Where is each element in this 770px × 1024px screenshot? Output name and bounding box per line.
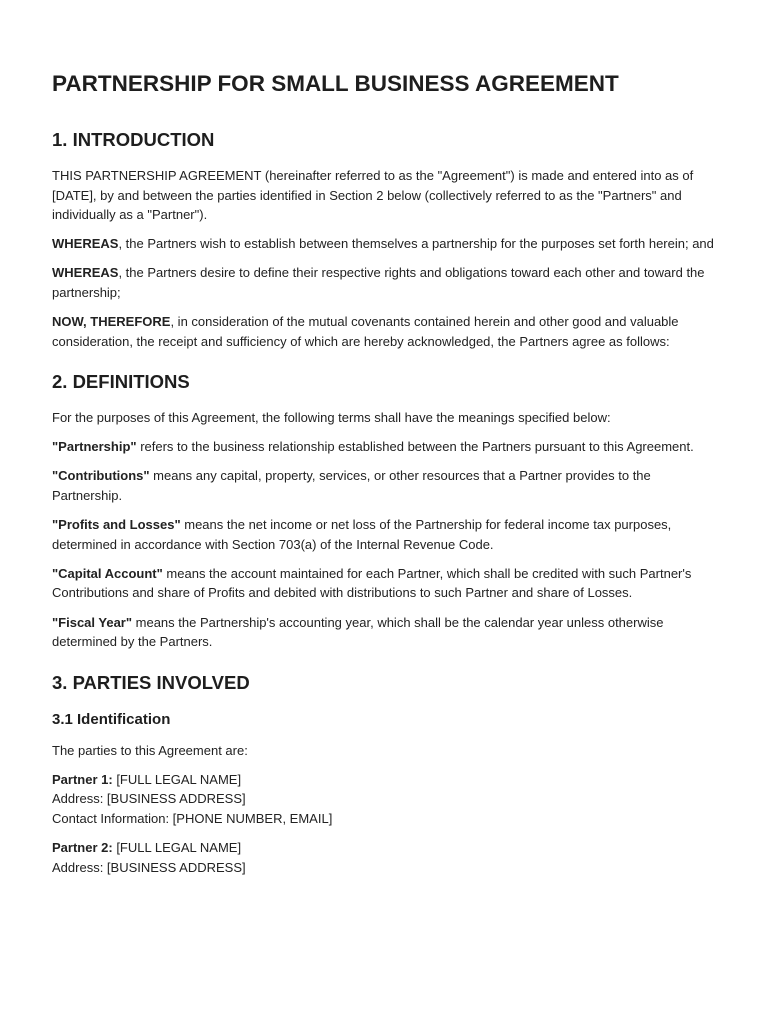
whereas-term: WHEREAS — [52, 236, 119, 252]
partner-2-address: Address: [BUSINESS ADDRESS] — [52, 859, 246, 875]
now-therefore-clause — [52, 312, 724, 351]
section-introduction — [52, 127, 724, 351]
section-parties — [52, 670, 724, 878]
partner-1-block — [52, 770, 724, 829]
partner-1-name-line — [52, 770, 724, 790]
partner-2-name: [FULL LEGAL NAME] — [112, 840, 242, 856]
partner-1-contact: Contact Information: [PHONE NUMBER, EMAIL] — [52, 810, 333, 826]
definition-item — [52, 564, 724, 603]
definition-term: "Partnership" — [52, 439, 137, 455]
definition-term: "Profits and Losses" — [52, 517, 181, 533]
definition-text: means the net income or net loss of the Partnership for federal income tax purposes, determined in accordance with Section 703(a) of the Internal Revenue Code. — [52, 517, 672, 552]
partner-1-address: Address: [BUSINESS ADDRESS] — [52, 791, 246, 807]
section-heading-definitions: 2. DEFINITIONS — [52, 371, 190, 393]
definition-item — [52, 466, 724, 505]
whereas-text: , the Partners wish to establish between themselves a partnership for the purposes set forth herein; and — [118, 236, 714, 252]
section-heading-introduction: 1. INTRODUCTION — [52, 129, 215, 150]
section-heading-parties: 3. PARTIES INVOLVED — [52, 671, 250, 693]
partner-1-name: [FULL LEGAL NAME] — [112, 771, 242, 787]
intro-paragraph: THIS PARTNERSHIP AGREEMENT (hereinafter referred to as the "Agreement") is made and entered into as of [DATE], by and between the parties identified in Section 2 below (collectively referred to as the "Partners" and individually as a "Partner"). — [52, 168, 694, 223]
definition-item — [52, 437, 724, 457]
definition-term: "Fiscal Year" — [52, 614, 133, 630]
definition-text: means the Partnership's accounting year, which shall be the calendar year unless otherwise determined by the Partners. — [52, 614, 664, 650]
whereas-term: WHEREAS — [52, 265, 119, 281]
definition-item — [52, 613, 724, 652]
now-therefore-term: NOW, THEREFORE — [52, 314, 171, 330]
subheading-identification: 3.1 Identification — [52, 710, 171, 728]
whereas-text: , the Partners desire to define their respective rights and obligations toward each other and toward the partnership; — [52, 265, 705, 300]
definition-text: means the account maintained for each Partner, which shall be credited with such Partner's Contributions and share of Profits and debited with distributions to such Partner and share of Losses. — [52, 565, 692, 601]
partner-2-name-line — [52, 838, 724, 858]
definition-text: refers to the business relationship established between the Partners pursuant to this Agreement. — [136, 439, 694, 455]
definition-term: "Contributions" — [52, 468, 150, 484]
document-page — [52, 68, 724, 895]
definition-item — [52, 515, 724, 554]
definitions-intro: For the purposes of this Agreement, the following terms shall have the meanings specified below: — [52, 410, 611, 426]
document-title: PARTNERSHIP FOR SMALL BUSINESS AGREEMENT — [52, 71, 619, 96]
whereas-clause-1 — [52, 234, 724, 254]
partner-2-label: Partner 2: — [52, 840, 113, 856]
parties-intro: The parties to this Agreement are: — [52, 742, 248, 758]
partner-2-block — [52, 838, 724, 877]
now-therefore-text: , in consideration of the mutual covenants contained herein and other good and valuable consideration, the receipt and sufficiency of which are hereby acknowledged, the Partners agree as follows: — [52, 314, 679, 349]
definition-text: means any capital, property, services, or other resources that a Partner provides to the Partnership. — [52, 468, 651, 504]
definition-term: "Capital Account" — [52, 565, 163, 581]
section-definitions — [52, 369, 724, 651]
whereas-clause-2 — [52, 263, 724, 302]
partner-1-label: Partner 1: — [52, 771, 113, 787]
